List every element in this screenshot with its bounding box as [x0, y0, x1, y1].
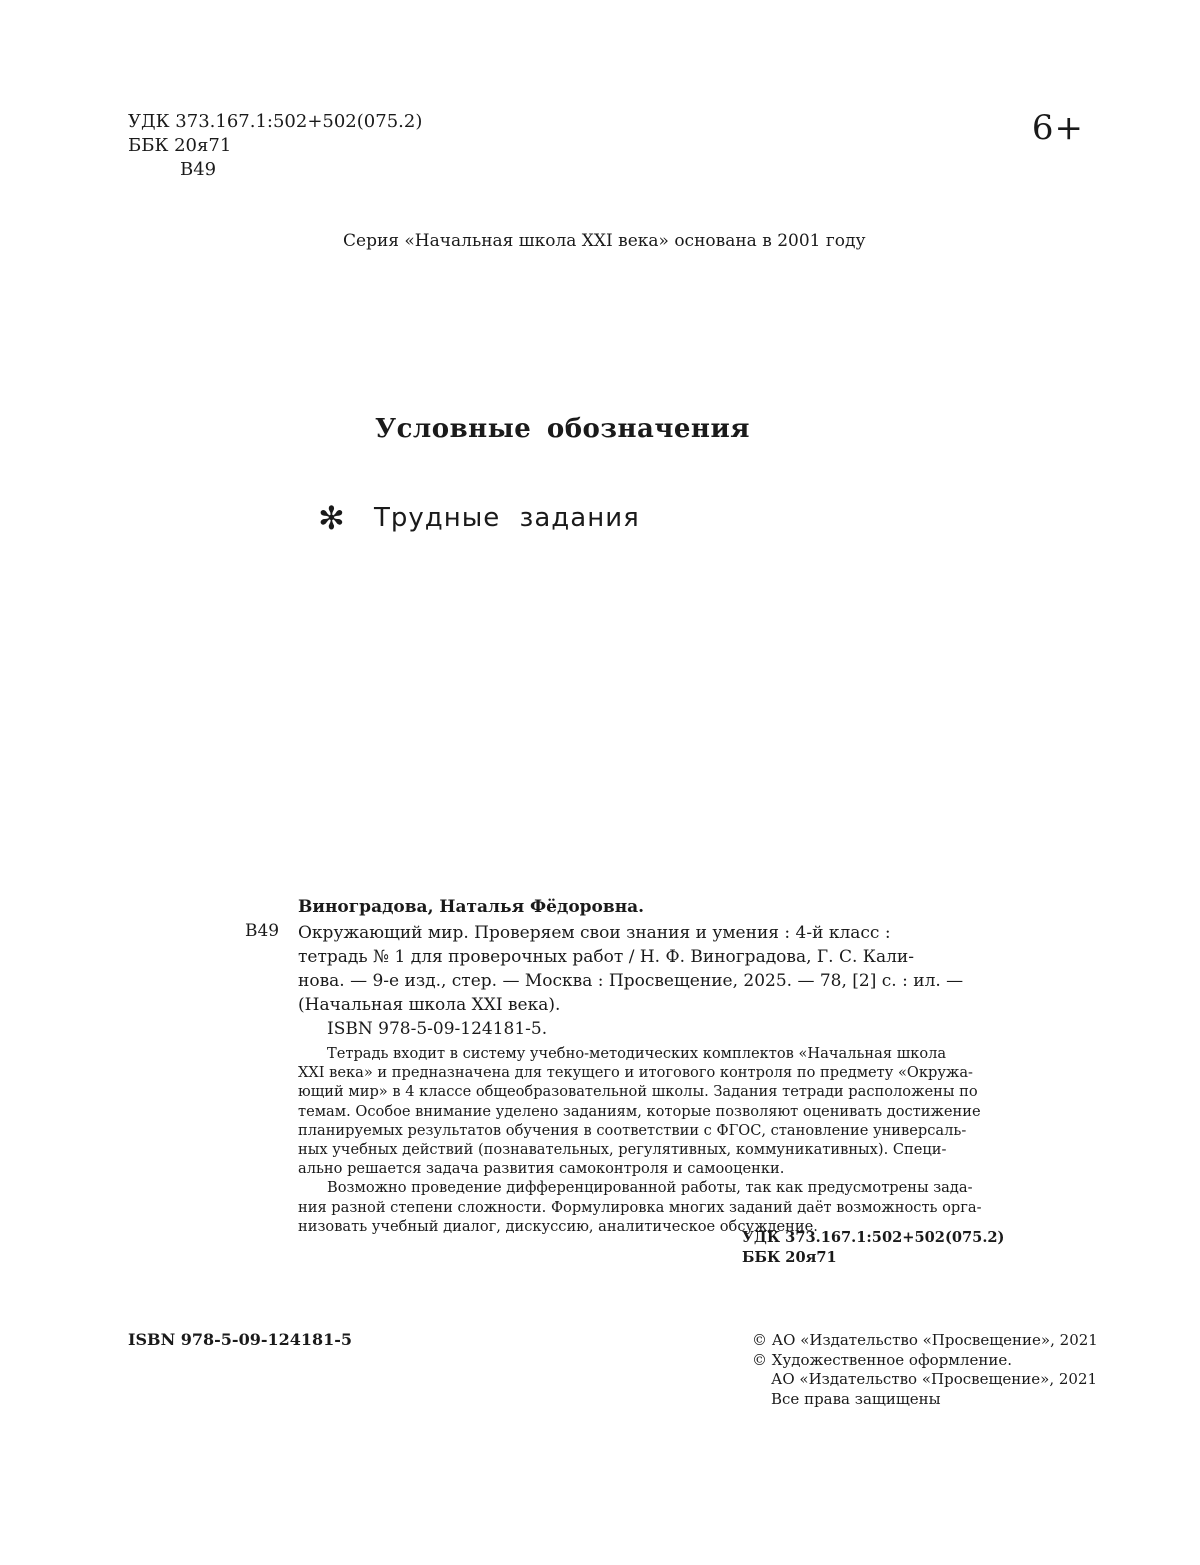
legend-item-label: Трудные задания	[374, 503, 640, 533]
record-bbk: ББК 20я71	[742, 1249, 837, 1266]
series-note: Серия «Начальная школа XXI века» основана в 2001 году	[343, 231, 866, 251]
record-annotation	[298, 1044, 982, 1236]
legend-title: Условные обозначения	[375, 414, 750, 444]
classification-codes	[128, 110, 422, 182]
asterisk-icon: ✻	[318, 499, 345, 537]
description-line: (Начальная школа XXI века).	[298, 995, 561, 1015]
record-udk: УДК 373.167.1:502+502(075.2)	[742, 1229, 1005, 1246]
record-author: Виноградова, Наталья Фёдоровна.	[298, 897, 645, 917]
record-isbn: ISBN 978-5-09-124181-5.	[327, 1019, 548, 1039]
record-author-mark: В49	[245, 921, 280, 941]
annotation-line: Возможно проведение дифференцированной работы, так как предусмотрены зада-	[327, 1179, 973, 1197]
copyright-block	[752, 1331, 1098, 1409]
age-rating: 6+	[1031, 108, 1084, 148]
annotation-line: планируемых результатов обучения в соответствии с ФГОС, становление универсаль-	[298, 1121, 967, 1139]
author-mark: В49	[180, 159, 217, 180]
udk-code: УДК 373.167.1:502+502(075.2)	[128, 111, 423, 132]
annotation-line: ния разной степени сложности. Формулировка многих заданий даёт возможность орга-	[298, 1198, 982, 1216]
record-description	[298, 921, 968, 1017]
annotation-line: Тетрадь входит в систему учебно-методических комплектов «Начальная школа	[327, 1045, 947, 1062]
annotation-line: ально решается задача развития самоконтроля и самооценки.	[298, 1160, 785, 1178]
annotation-line: ных учебных действий (познавательных, регулятивных, коммуникативных). Специ-	[298, 1141, 947, 1159]
copyright-line: Все права защищены	[771, 1389, 941, 1408]
annotation-line: низовать учебный диалог, дискуссию, аналитическое обсуждение.	[298, 1217, 818, 1235]
isbn-footer: ISBN 978-5-09-124181-5	[128, 1330, 353, 1349]
copyright-line: © АО «Издательство «Просвещение», 2021	[752, 1331, 1098, 1349]
copyright-line: АО «Издательство «Просвещение», 2021	[771, 1370, 1098, 1388]
copyright-line: © Художественное оформление.	[752, 1350, 1013, 1369]
description-line: тетрадь № 1 для проверочных работ / Н. Ф. Виноградова, Г. С. Кали-	[298, 947, 914, 967]
annotation-line: темам. Особое внимание уделено заданиям, которые позволяют оценивать достижение	[298, 1102, 981, 1120]
annotation-line: XXI века» и предназначена для текущего и итогового контроля по предмету «Окружа-	[298, 1064, 973, 1082]
description-line: Окружающий мир. Проверяем свои знания и умения : 4-й класс :	[298, 923, 891, 943]
description-line: нова. — 9-е изд., стер. — Москва : Просвещение, 2025. — 78, [2] с. : ил. —	[298, 971, 964, 991]
annotation-line: ющий мир» в 4 классе общеобразовательной школы. Задания тетради расположены по	[298, 1083, 978, 1101]
record-classification	[742, 1228, 1004, 1268]
bbk-code: ББК 20я71	[128, 135, 232, 156]
